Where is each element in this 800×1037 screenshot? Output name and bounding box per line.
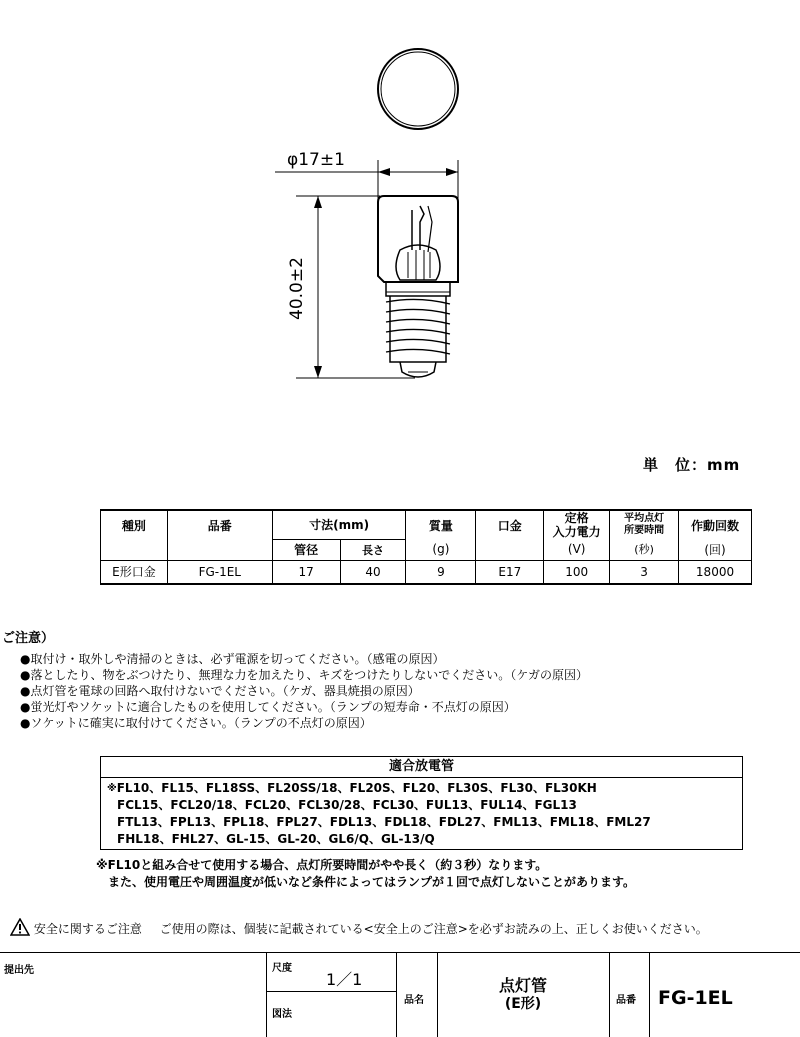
cell-type: E形口金 (101, 560, 168, 584)
lamp-side-view (378, 196, 458, 377)
header-avg-time: 平均点灯 所要時間 (610, 510, 679, 539)
number-value: FG-1EL (658, 987, 733, 1009)
name-sub: (E形) (504, 996, 542, 1012)
footnotes (96, 857, 635, 891)
header-rated-power-unit: (V) (544, 539, 610, 560)
scale-label: 尺度 (272, 963, 292, 974)
safety-text: ご使用の際は、個装に記載されている<安全上のご注意>を必ずお読みの上、正しくお使いください。 (159, 922, 708, 936)
unit-label: 単 位：mm (643, 456, 741, 474)
cell-avg-time: 3 (610, 560, 679, 584)
compatible-lamps-box (100, 756, 743, 850)
header-cycles-unit: (回) (679, 539, 752, 560)
list-item: ●点灯管を電球の回路へ取付けないでください。（ケガ、器具焼損の原因） (20, 684, 420, 698)
table-row (101, 560, 752, 584)
header-rated-power: 定格 入力電力 (544, 510, 610, 539)
header-base: 口金 (476, 510, 544, 539)
number-label: 品番 (616, 995, 636, 1006)
header-avg-time-unit: (秒) (610, 539, 679, 560)
drawing-method-label: 図法 (272, 1009, 292, 1020)
compatible-line: FHL18、FHL27、GL-15、GL-20、GL6/Q、GL-13/Q (117, 832, 435, 846)
cell-rated-power: 100 (544, 560, 610, 584)
scale-value: 1／1 (326, 970, 363, 989)
safety-notice (10, 918, 722, 937)
compatible-lamps-title: 適合放電管 (101, 757, 742, 778)
diameter-label: φ17±1 (287, 150, 345, 170)
header-product-no: 品番 (167, 510, 272, 560)
cell-mass: 9 (406, 560, 476, 584)
header-mass: 質量 (406, 510, 476, 539)
list-item: ●取付け・取外しや清掃のときは、必ず電源を切ってください。（感電の原因） (20, 652, 445, 666)
cell-cycles: 18000 (679, 560, 752, 584)
header-mass-unit: (g) (406, 539, 476, 560)
asterisk-mark: ※ (107, 783, 117, 794)
cell-base: E17 (476, 560, 544, 584)
cell-length: 40 (340, 560, 406, 584)
safety-label: 安全に関するご注意 (33, 922, 142, 936)
list-item: ●ソケットに確実に取付けてください。（ランプの不点灯の原因） (20, 716, 372, 730)
header-dimensions: 寸法(mm) (272, 510, 406, 539)
header-length: 長さ (340, 539, 406, 560)
header-tube-dia: 管径 (272, 539, 340, 560)
compatible-line: FTL13、FPL13、FPL18、FPL27、FDL13、FDL18、FDL27、FML13、FML18、FML27 (117, 815, 651, 829)
compatible-line: FCL15、FCL20/18、FCL20、FCL30/28、FCL30、FUL13、FUL14、FGL13 (117, 798, 577, 812)
title-block (0, 952, 800, 1037)
header-type: 種別 (101, 510, 168, 560)
header-cycles: 作動回数 (679, 510, 752, 539)
spec-table (100, 509, 752, 585)
compatible-line: FL10、FL15、FL18SS、FL20SS/18、FL20S、FL20、FL30S、FL30、FL30KH (116, 781, 597, 795)
cell-tube-dia: 17 (272, 560, 340, 584)
list-item: ●蛍光灯やソケットに適合したものを使用してください。（ランプの短寿命・不点灯の原因） (20, 700, 516, 714)
notes-title: ご注意） (2, 631, 55, 646)
footnote: ※FL10と組み合せて使用する場合、点灯所要時間がやや長く（約３秒）なります。 (96, 858, 548, 872)
notes-list (20, 651, 588, 731)
name-label: 品名 (404, 995, 424, 1006)
length-label: 40.0±2 (287, 257, 307, 320)
footnote: また、使用電圧や周囲温度が低いなど条件によってはランプが１回で点灯しないことがあります。 (96, 875, 636, 889)
submit-to-label: 提出先 (4, 965, 34, 976)
cell-product-no: FG-1EL (167, 560, 272, 584)
list-item: ●落としたり、物をぶつけたり、無理な力を加えたり、キズをつけたりしないでください。（ケガの原因） (20, 668, 588, 682)
name-value: 点灯管 (498, 976, 547, 995)
lamp-drawing (0, 0, 800, 440)
warning-icon (10, 918, 30, 936)
top-view-circle (378, 49, 458, 129)
